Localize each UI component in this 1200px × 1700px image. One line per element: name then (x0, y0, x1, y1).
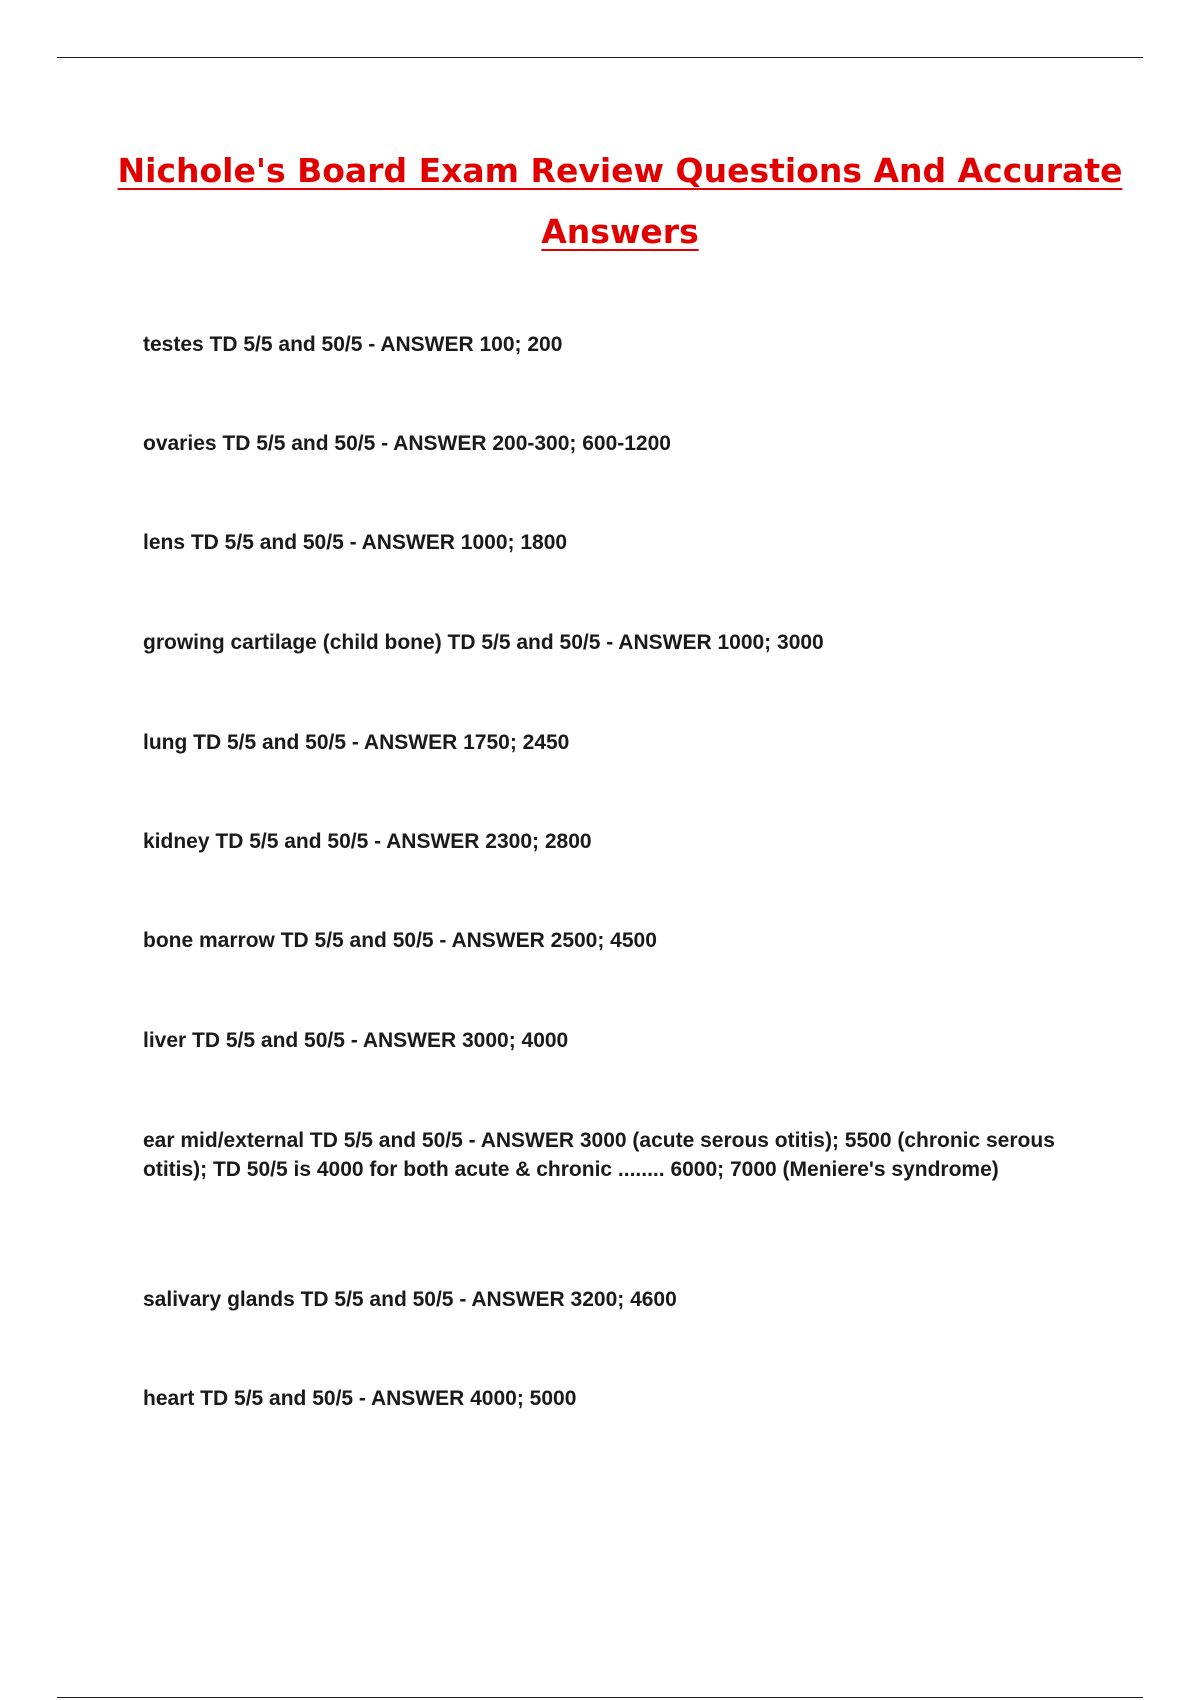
document-title: Nichole's Board Exam Review Questions And Accurate Answers (117, 151, 1123, 251)
header-rule (57, 57, 1143, 58)
qa-text: testes TD 5/5 and 50/5 - ANSWER 100; 200 (143, 333, 563, 356)
qa-text: growing cartilage (child bone) TD 5/5 and 50/5 - ANSWER 1000; 3000 (143, 631, 824, 654)
qa-text: lung TD 5/5 and 50/5 - ANSWER 1750; 2450 (143, 731, 570, 754)
qa-item (143, 827, 1073, 856)
qa-text: ovaries TD 5/5 and 50/5 - ANSWER 200-300; 600-1200 (143, 432, 671, 455)
qa-item (143, 528, 1073, 557)
qa-item (143, 728, 1073, 757)
qa-item (143, 429, 1073, 458)
qa-text: lens TD 5/5 and 50/5 - ANSWER 1000; 1800 (143, 531, 568, 554)
qa-text: kidney TD 5/5 and 50/5 - ANSWER 2300; 2800 (143, 830, 592, 853)
qa-item (143, 1285, 1073, 1314)
qa-item (143, 628, 1073, 657)
qa-item (143, 1384, 1073, 1413)
qa-item (143, 330, 1073, 359)
qa-item (143, 926, 1073, 955)
qa-item (143, 1026, 1073, 1055)
footer-rule (57, 1697, 1143, 1698)
qa-text: heart TD 5/5 and 50/5 - ANSWER 4000; 5000 (143, 1387, 577, 1410)
qa-item (143, 1126, 1073, 1184)
qa-text: salivary glands TD 5/5 and 50/5 - ANSWER 3200; 4600 (143, 1288, 677, 1311)
qa-text: bone marrow TD 5/5 and 50/5 - ANSWER 2500; 4500 (143, 929, 657, 952)
qa-text: liver TD 5/5 and 50/5 - ANSWER 3000; 4000 (143, 1029, 569, 1052)
qa-text: ear mid/external TD 5/5 and 50/5 - ANSWER 3000 (acute serous otitis); 5500 (chronic serous otitis); TD 50/5 is 4000 for both acute & chronic ........ 6000; 7000 (Meniere's syndrome) (143, 1129, 1061, 1181)
